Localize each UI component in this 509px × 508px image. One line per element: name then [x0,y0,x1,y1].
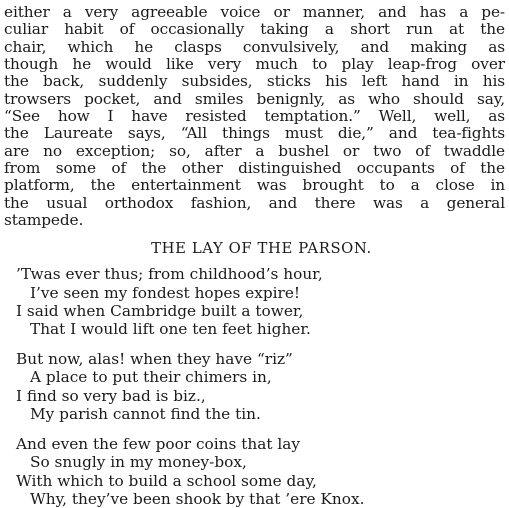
verse-line: And even the few poor coins that lay [16,435,301,454]
poem-body [4,265,505,507]
text-line: chair, which he clasps convulsively, and making as [4,37,505,56]
poem-stanza [4,435,505,508]
text-line: trowsers pocket, and smiles benignly, as who should say, [4,89,505,108]
text-line: the usual orthodox fashion, and there was a general [4,193,505,212]
text-line: though he would like very much to play leap-frog over [4,55,505,74]
verse-line: So snugly in my money-box, [30,453,247,472]
verse-line: I’ve seen my fondest hopes expire! [30,283,301,302]
text-line: stampede. [4,211,84,230]
verse-line: But now, alas! when they have “riz” [16,350,293,369]
verse-line: ’Twas ever thus; from childhood’s hour, [16,265,323,284]
text-line: the back, suddenly subsides, sticks his left hand in his [4,72,505,91]
text-line: the Laureate says, “All things must die,” and tea-fights [4,124,505,143]
poem-stanza [4,265,505,338]
text-line: from some of the other distinguished occupants of the [4,159,505,178]
verse-line: Why, they’ve been shook by that ’ere Knox. [30,489,365,508]
text-line: platform, the entertainment was brought to a close in [4,176,505,195]
verse-line: A place to put their chimers in, [30,368,272,387]
poem-stanza [4,350,505,423]
verse-line: That I would lift one ten feet higher. [30,320,311,339]
verse-line: With which to build a school some day, [16,471,317,490]
verse-line: I said when Cambridge built a tower, [16,301,304,320]
text-line: are no exception; so, after a bushel or two of twaddle [4,141,505,160]
text-line: “See how I have resisted temptation.” Well, well, as [4,107,505,126]
text-line: either a very agreeable voice or manner, and has a pe- [4,3,505,21]
article-paragraph [4,4,505,229]
text-line: culiar habit of occasionally taking a short run at the [4,20,505,39]
poem-title: THE LAY OF THE PARSON. [151,240,372,258]
verse-line: I find so very bad is biz., [16,386,206,405]
verse-line: My parish cannot find the tin. [30,404,261,423]
